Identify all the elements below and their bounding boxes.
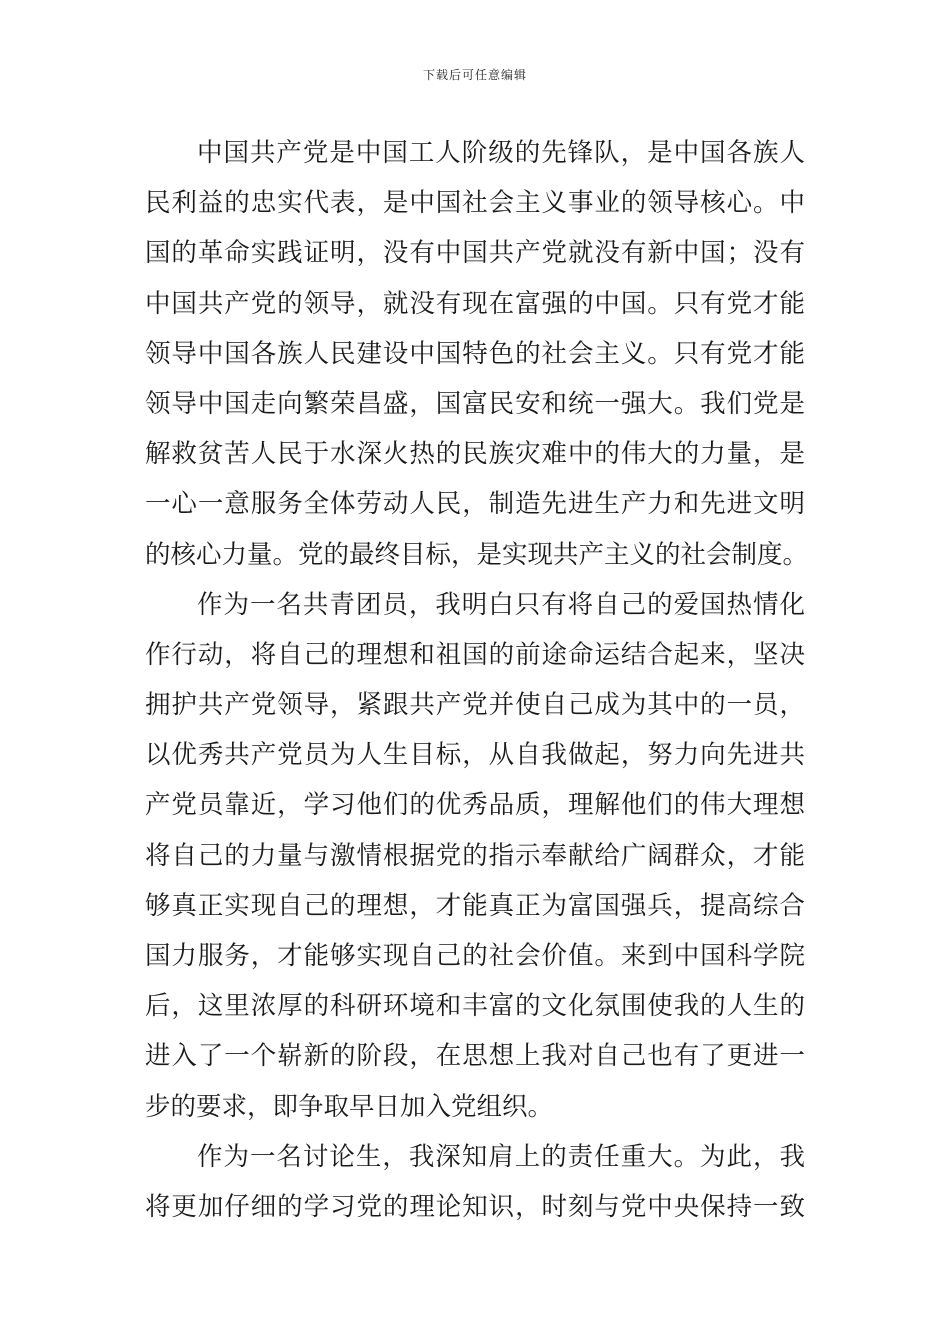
document-body <box>145 128 809 1232</box>
text-line: 步的要求，即争取早日加入党组织。 <box>145 1091 554 1122</box>
text-line: 作为一名共青团员，我明白只有将自己的爱国热情化 <box>197 589 805 620</box>
text-line: 作为一名讨论生，我深知肩上的责任重大。为此，我 <box>197 1141 805 1172</box>
text-line: 后，这里浓厚的科研环境和丰富的文化氛围使我的人生的 <box>145 991 805 1022</box>
text-line: 一心一意服务全体劳动人民，制造先进生产力和先进文明 <box>145 489 805 520</box>
text-line: 进入了一个崭新的阶段，在思想上我对自己也有了更进一 <box>145 1041 805 1072</box>
text-line: 拥护共产党领导，紧跟共产党并使自己成为其中的一员， <box>145 690 805 721</box>
text-line: 解救贫苦人民于水深火热的民族灾难中的伟大的力量，是 <box>145 439 805 470</box>
text-line: 领导中国各族人民建设中国特色的社会主义。只有党才能 <box>145 338 805 369</box>
text-line: 国力服务，才能够实现自己的社会价值。来到中国科学院 <box>145 941 805 971</box>
text-line: 国的革命实践证明，没有中国共产党就没有新中国；没有 <box>145 238 805 269</box>
text-line: 的核心力量。党的最终目标，是实现共产主义的社会制度。 <box>145 539 809 570</box>
text-line: 民利益的忠实代表，是中国社会主义事业的领导核心。中 <box>145 188 805 219</box>
text-line: 将自己的力量与激情根据党的指示奉献给广阔群众，才能 <box>145 840 805 871</box>
text-line: 产党员靠近，学习他们的优秀品质，理解他们的伟大理想 <box>145 790 805 821</box>
text-line: 中国共产党的领导，就没有现在富强的中国。只有党才能 <box>145 288 805 319</box>
text-line: 中国共产党是中国工人阶级的先锋队，是中国各族人 <box>197 138 805 168</box>
text-line: 领导中国走向繁荣昌盛，国富民安和统一强大。我们党是 <box>145 388 805 419</box>
text-line: 够真正实现自己的理想，才能真正为富国强兵，提高综合 <box>145 890 805 921</box>
header-note: 下载后可任意编辑 <box>422 68 527 82</box>
text-line: 以优秀共产党员为人生目标，从自我做起，努力向先进共 <box>145 740 805 771</box>
text-line: 作行动，将自己的理想和祖国的前途命运结合起来，坚决 <box>145 639 805 670</box>
text-line: 将更加仔细的学习党的理论知识，时刻与党中央保持一致 <box>145 1191 805 1222</box>
